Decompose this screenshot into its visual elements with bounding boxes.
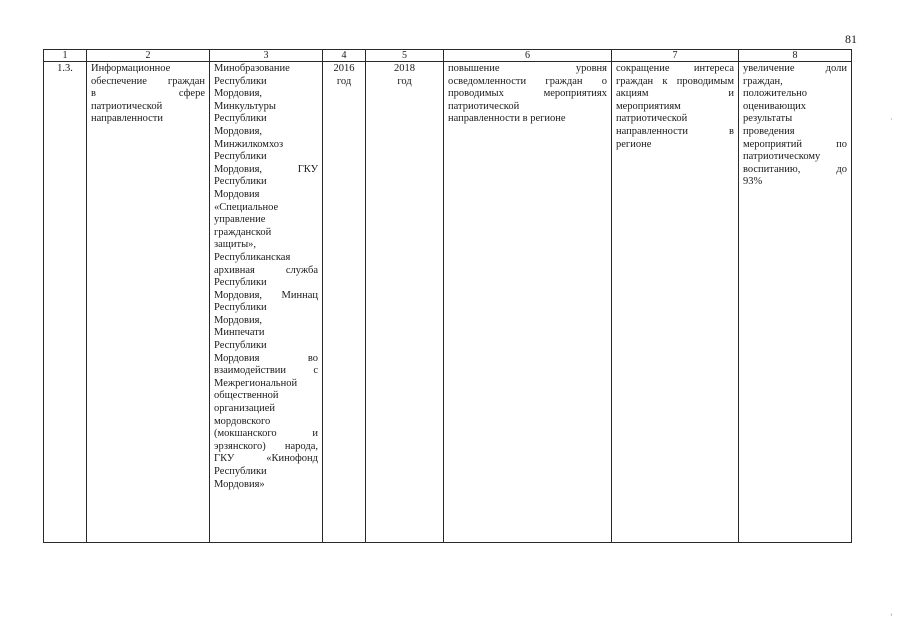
- executors-line: Минобразование: [214, 63, 290, 74]
- executors-line: Мордовия, ГКУ: [214, 163, 318, 175]
- column-header: 7: [612, 50, 739, 62]
- measure-name-cell: [87, 62, 210, 543]
- indicator-line: положительно: [743, 88, 807, 100]
- measures-table: [43, 49, 852, 543]
- measure-name-line: патриотической: [91, 100, 163, 112]
- indicator-line: результаты: [743, 113, 793, 125]
- row-number-cell: 1.3.: [44, 62, 87, 543]
- consequences-line: акциям и: [616, 88, 734, 100]
- executors-line: Республики: [214, 340, 267, 352]
- executors-line: «Специальное: [214, 201, 279, 213]
- consequences-line: граждан к проводимым: [616, 75, 734, 87]
- column-header: 8: [739, 50, 852, 62]
- measure-name-line: в сфере: [91, 88, 205, 100]
- executors-line: Республики: [214, 75, 267, 87]
- indicator-line: увеличение доли: [743, 63, 847, 74]
- executors-line: Мордовия во: [214, 352, 318, 364]
- executors-line: Мордовия: [214, 188, 260, 200]
- executors-line: Мордовия,: [214, 125, 263, 137]
- column-header: 4: [323, 50, 366, 62]
- start-year-cell: [323, 62, 366, 543]
- expected-result-line: повышение уровня: [448, 63, 607, 74]
- end-year: 2018 год: [394, 63, 415, 87]
- executors-line: Минпечати: [214, 327, 265, 339]
- indicator-line: проведения: [743, 125, 795, 137]
- indicator-line: граждан,: [743, 75, 783, 87]
- indicator-line: 93%: [743, 176, 763, 188]
- measure-name-line: направленности: [91, 113, 164, 125]
- executors-line: Республики: [214, 151, 267, 163]
- measure-name-line: Информационное: [91, 63, 171, 74]
- consequences-line: мероприятиям: [616, 100, 681, 112]
- indicator-cell: [739, 62, 852, 543]
- executors-line: Минкультуры: [214, 100, 276, 112]
- executors-line: взаимодействии с: [214, 365, 318, 377]
- column-header: 1: [44, 50, 87, 62]
- column-header: 3: [210, 50, 323, 62]
- indicator-line: оценивающих: [743, 100, 807, 112]
- expected-result-line: осведомленности граждан о: [448, 75, 607, 87]
- executors-line: защиты»,: [214, 239, 257, 251]
- executors-line: Республики: [214, 466, 267, 477]
- executors-line: ГКУ «Кинофонд: [214, 453, 318, 465]
- indicator-line: воспитанию, до: [743, 163, 847, 175]
- start-year: 2016 год: [333, 63, 355, 87]
- executors-line: Межрегиональной: [214, 377, 298, 389]
- executors-cell: [210, 62, 323, 543]
- consequences-line: регионе: [616, 138, 652, 150]
- executors-line: Мордовия,: [214, 88, 263, 100]
- executors-line: Мордовия, Миннац: [214, 289, 318, 301]
- executors-line: общественной: [214, 390, 279, 402]
- column-header: 5: [366, 50, 444, 62]
- expected-result-line: патриотической: [448, 100, 520, 112]
- consequences-line: сокращение интереса: [616, 63, 734, 74]
- executors-line: архивная служба: [214, 264, 318, 276]
- executors-line: мордовского: [214, 415, 271, 427]
- executors-line: Республики: [214, 176, 267, 188]
- executors-line: Мордовия»: [214, 478, 265, 490]
- indicator-line: патриотическому: [743, 151, 821, 163]
- expected-result-cell: [444, 62, 612, 543]
- consequences-line: патриотической: [616, 113, 688, 125]
- executors-line: организацией: [214, 403, 276, 415]
- executors-line: Мордовия,: [214, 314, 263, 326]
- indicator-line: мероприятий по: [743, 138, 847, 150]
- header-row: [44, 50, 852, 62]
- table-row: [44, 62, 852, 543]
- executors-line: Республики: [214, 277, 267, 289]
- scan-artifact: ·: [890, 115, 893, 124]
- executors-line: управление: [214, 214, 266, 226]
- expected-result-line: направленности в регионе: [448, 113, 566, 125]
- executors-line: Республики: [214, 302, 267, 314]
- executors-line: Республиканская: [214, 251, 291, 263]
- column-header: 6: [444, 50, 612, 62]
- column-header: 2: [87, 50, 210, 62]
- consequences-cell: [612, 62, 739, 543]
- consequences-line: направленности в: [616, 125, 734, 137]
- executors-line: эрзянского) народа,: [214, 440, 318, 452]
- executors-line: Минжилкомхоз: [214, 138, 284, 150]
- measure-name-line: обеспечение граждан: [91, 75, 205, 87]
- executors-line: гражданской: [214, 226, 272, 238]
- scan-artifact: ʻ: [890, 612, 893, 621]
- executors-line: Республики: [214, 113, 267, 125]
- expected-result-line: проводимых мероприятиях: [448, 88, 607, 100]
- executors-line: (мокшанского и: [214, 428, 318, 440]
- end-year-cell: [366, 62, 444, 543]
- page-number: 81: [845, 32, 857, 46]
